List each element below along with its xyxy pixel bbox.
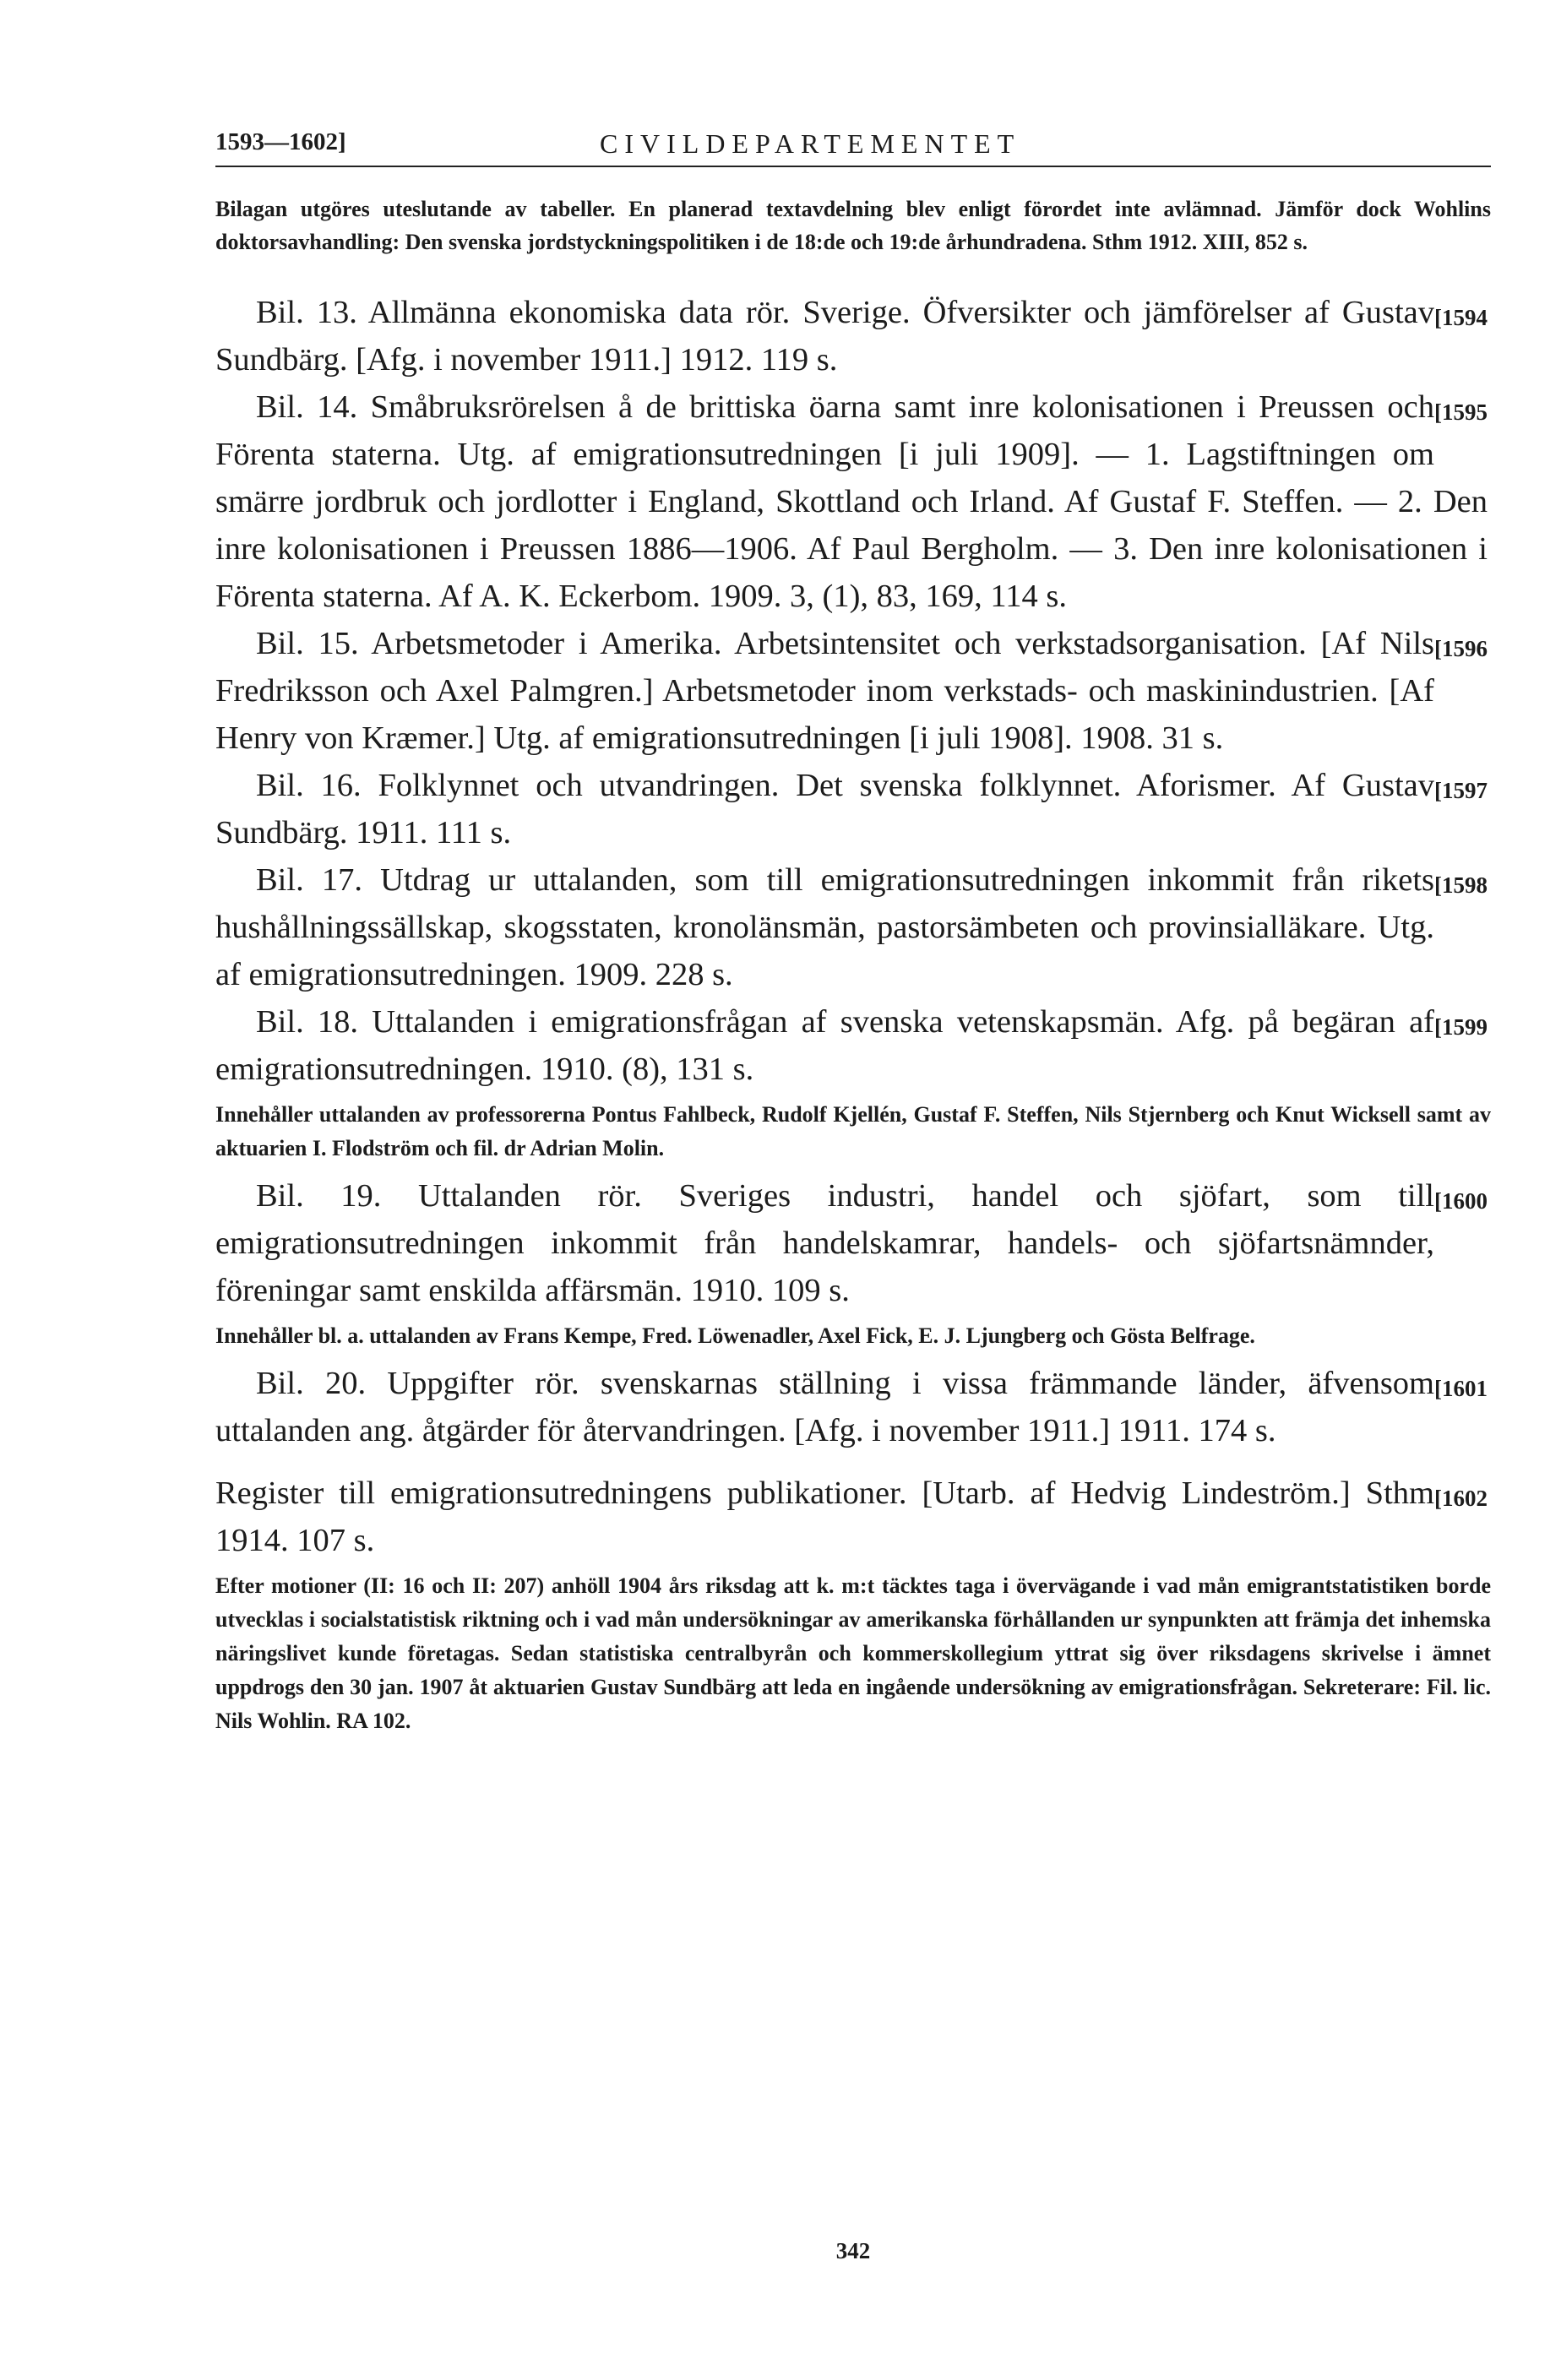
header-entry-range: 1593—1602] [215,128,346,155]
entry-note: Innehåller bl. a. uttalanden av Frans Kempe, Fred. Löwenadler, Axel Fick, E. J. Ljungberg och Gösta Belfrage. [215,1323,1255,1348]
entry-1598 [215,856,1491,998]
entry-number: [1597 [1434,778,1488,803]
entry-text: Bil. 13. Allmänna ekonomiska data rör. Sverige. Öfversikter och jämförelser af Gustav Sundbärg. [Afg. i november 1911.] 1912. 119 s. [215,295,1434,378]
entry-1601 [215,1360,1491,1454]
entry-text: Bil. 14. Småbruksrörelsen å de brittiska öarna samt inre kolonisationen i Preussen och Förenta staterna. Utg. af emigrationsutredningen [i juli 1909]. — 1. Lagstiftningen om smärre jordbruk och jordlotter i England, Skottland och Irland. Af Gustaf F. Steffen. — 2. Den inre kolonisationen i Preussen 1886—1906. Af Paul Bergholm. — 3. Den inre kolonisationen i Förenta staterna. Af A. K. Eckerbom. 1909. 3, (1), 83, 169, 114 s. [215,389,1488,614]
intro-note: Bilagan utgöres uteslutande av tabeller. En planerad textavdelning blev enligt förordet inte avlämnad. Jämför dock Wohlins doktorsavhandling: Den svenska jordstyckningspolitiken i de 18:de och 19:de århundradena. Sthm 1912. XIII, 852 s. [215,197,1491,254]
entry-1599 [215,998,1491,1093]
entry-text: Bil. 15. Arbetsmetoder i Amerika. Arbetsintensitet och verkstadsorganisation. [Af Nils Fredriksson och Axel Palmgren.] Arbetsmetoder inom verkstads- och maskinindustrien. [Af Henry von Kræmer.] Utg. af emigrationsutredningen [i juli 1908]. 1908. 31 s. [215,626,1434,756]
page [215,127,1491,1745]
entry-text: Bil. 18. Uttalanden i emigrationsfrågan af svenska vetenskapsmän. Afg. på begäran af emigrationsutredningen. 1910. (8), 131 s. [215,1004,1434,1087]
entry-number: [1596 [1434,636,1488,661]
entry-note: Innehåller uttalanden av professorerna Pontus Fahlbeck, Rudolf Kjellén, Gustaf F. Steffen, Nils Stjernberg och Knut Wicksell samt av aktuarien I. Flodström och fil. dr Adrian Molin. [215,1102,1491,1160]
entry-number: [1598 [1434,872,1488,898]
entry-number: [1594 [1434,305,1488,330]
entry-1600 [215,1172,1491,1314]
entry-number: [1599 [1434,1014,1488,1040]
entry-text: Bil. 20. Uppgifter rör. svenskarnas ställning i vissa främmande länder, äfvensom uttalanden ang. åtgärder för återvandringen. [Afg. i november 1911.] 1911. 174 s. [215,1366,1434,1448]
entry-1602 [215,1470,1491,1564]
entry-1595 [215,383,1491,620]
entry-text: Register till emigrationsutredningens publikationer. [Utarb. af Hedvig Lindeström.] Sthm 1914. 107 s. [215,1475,1434,1558]
entry-text: Bil. 16. Folklynnet och utvandringen. Det svenska folklynnet. Aforismer. Af Gustav Sundbärg. 1911. 111 s. [215,768,1434,850]
entry-number: [1595 [1434,399,1488,425]
entry-number: [1600 [1434,1188,1488,1214]
entry-text: Bil. 17. Utdrag ur uttalanden, som till emigrationsutredningen inkommit från rikets hushållningssällskap, skogsstaten, kronolänsmän, pastorsämbeten och provinsialläkare. Utg. af emigrationsutredningen. 1909. 228 s. [215,862,1434,992]
entry-number: [1601 [1434,1376,1488,1401]
entry-note: Efter motioner (II: 16 och II: 207) anhöll 1904 års riksdag att k. m:t täcktes taga i övervägande i vad mån emigrantstatistiken borde utvecklas i socialstatistisk riktning och i vad mån undersökningar av amerikanska förhållanden ur synpunkten att främja det inhemska näringslivet kunde företagas. Sedan statistiska centralbyrån och kommerskollegium yttrat sig över riksdagens skrivelse i ämnet uppdrogs den 30 jan. 1907 åt aktuarien Gustav Sundbärg att leda en ingående undersökning av emigrationsfrågan. Sekreterare: Fil. lic. Nils Wohlin. RA 102. [215,1573,1491,1733]
entry-number: [1602 [1434,1486,1488,1511]
entry-1596 [215,620,1491,762]
running-header [215,127,1491,167]
entry-1597 [215,762,1491,856]
header-title: CIVILDEPARTEMENTET [600,128,1021,159]
entry-1594 [215,289,1491,383]
entry-text: Bil. 19. Uttalanden rör. Sveriges industri, handel och sjöfart, som till emigrationsutredningen inkommit från handelskamrar, handels- och sjöfartsnämnder, föreningar samt enskilda affärsmän. 1910. 109 s. [215,1178,1434,1308]
page-number: 342 [835,2238,871,2263]
